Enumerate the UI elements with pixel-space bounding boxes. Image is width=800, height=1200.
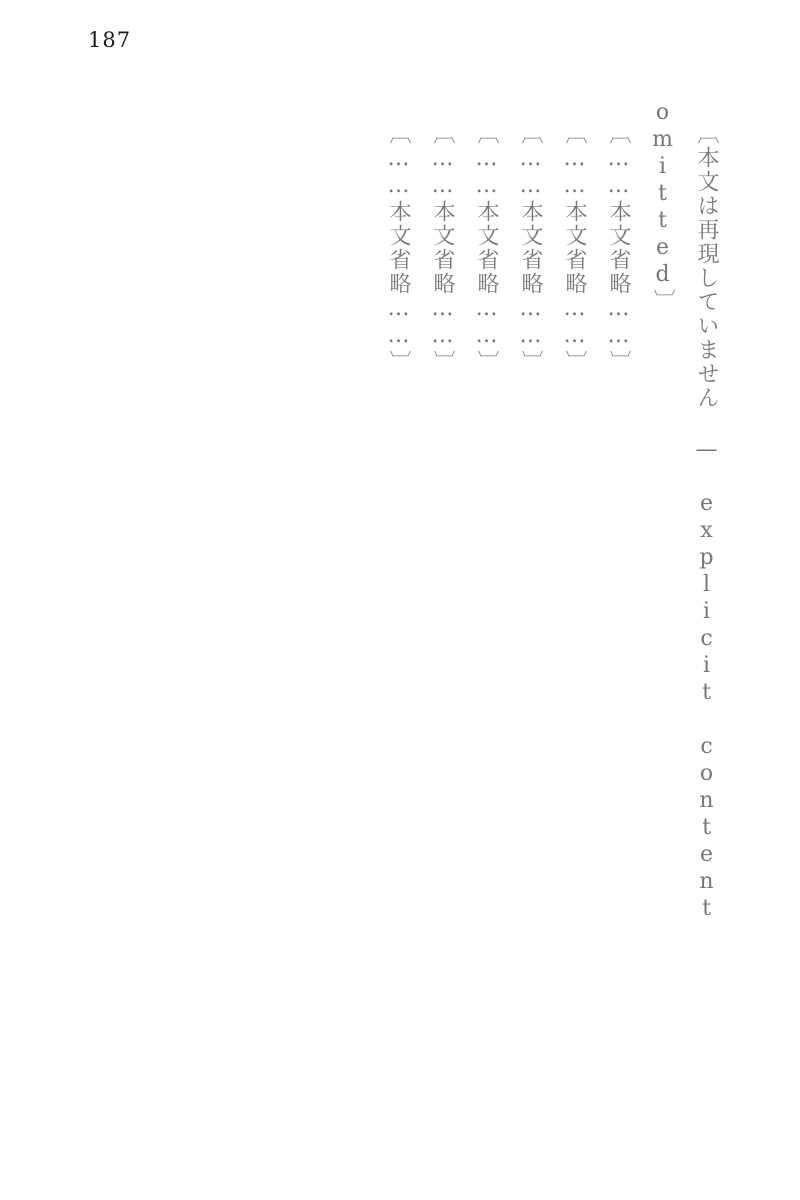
paragraph-placeholder: 〔……本文省略……〕	[386, 122, 411, 374]
redaction-notice: 〔本文は再現していません — explicit content omitted〕	[650, 100, 719, 923]
vertical-text-block	[68, 100, 728, 1110]
paragraph-placeholder: 〔……本文省略……〕	[518, 122, 543, 374]
paragraph-placeholder: 〔……本文省略……〕	[474, 122, 499, 374]
paragraph-placeholder: 〔……本文省略……〕	[430, 122, 455, 374]
paragraph-placeholder: 〔……本文省略……〕	[606, 122, 631, 374]
paragraph-placeholder: 〔……本文省略……〕	[562, 122, 587, 374]
page-number: 187	[88, 28, 132, 52]
